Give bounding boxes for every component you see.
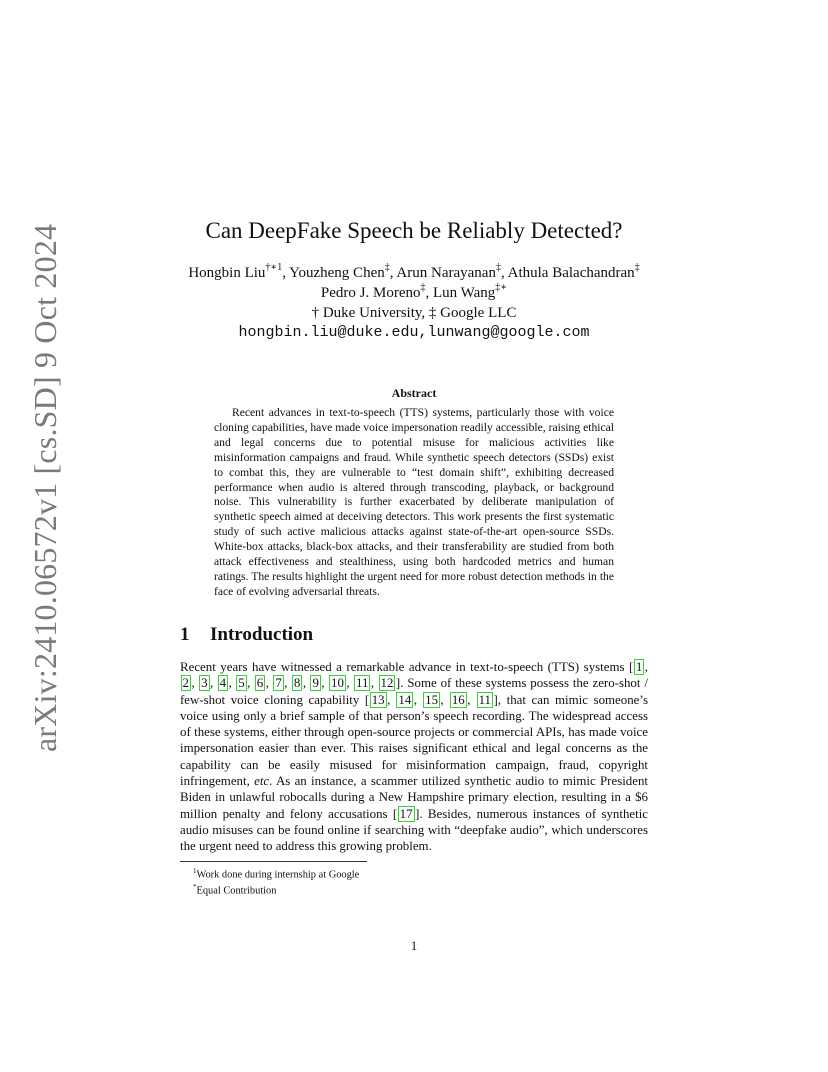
footnote-rule (180, 861, 367, 862)
author-name: , Youzheng Chen (282, 265, 385, 281)
citation-link[interactable]: 6 (256, 676, 264, 691)
intro-text: . As an instance, a scammer utilized synthetic audio to mimic President Biden in unlawful robocalls during a New Hampshire primary election, resulting in a $6 million penalty and felony accusations [ (180, 774, 648, 821)
author-name: , Arun Narayanan (389, 265, 496, 281)
citation-link[interactable]: 13 (371, 692, 385, 707)
affiliations: † Duke University, ‡ Google LLC (311, 305, 517, 321)
author-line-2 (0, 283, 828, 303)
intro-emphasis: etc (254, 774, 270, 789)
author-mark: †∗1 (265, 262, 283, 273)
page-number: 1 (410, 938, 418, 953)
author-mark: ‡∗ (495, 282, 508, 293)
section-title: Introduction (210, 624, 314, 645)
citation-link[interactable]: 11 (356, 676, 369, 691)
citation-link[interactable]: 9 (312, 676, 319, 691)
author-mark: ‡ (384, 262, 390, 273)
author-emails: hongbin.liu@duke.edu,lunwang@google.com (238, 324, 590, 341)
author-mark: ‡ (420, 282, 426, 293)
author-name: , Athula Balachandran (500, 265, 635, 281)
citation-group-2: 13 , 14 , 15 , 16 , 11 (371, 692, 491, 707)
citation-link[interactable]: 7 (275, 676, 282, 691)
intro-text: ]. Besides, numerous instances of synthetic audio misuses can be found online if searching with “deepfake audio”, which underscores the urgent need to address this growing problem. (180, 806, 648, 854)
citation-link[interactable]: 16 (451, 692, 465, 707)
arxiv-identifier-stamp: arXiv:2410.06572v1 [cs.SD] 9 Oct 2024 (27, 223, 63, 752)
author-name: Hongbin Liu (188, 265, 266, 281)
footnote-text: Work done during internship at Google (196, 869, 360, 881)
footnote-text: Equal Contribution (196, 885, 277, 897)
author-mark: ‡ (634, 262, 640, 273)
citation-link[interactable]: 15 (425, 692, 439, 707)
citation-link[interactable]: 17 (399, 806, 413, 821)
footnote-mark: * (193, 883, 197, 892)
citation-link[interactable]: 4 (219, 676, 227, 691)
author-block (0, 263, 828, 343)
citation-link[interactable]: 10 (331, 676, 344, 691)
citation-link[interactable]: 1 (635, 660, 643, 674)
citation-link[interactable]: 3 (201, 676, 208, 691)
citation-link[interactable]: 12 (380, 676, 394, 691)
author-line-1 (0, 263, 828, 283)
intro-text: Recent years have witnessed a remarkable advance in text-to-speech (TTS) systems [ (180, 660, 634, 674)
citation-link[interactable]: 8 (293, 676, 301, 691)
citation-link[interactable]: 5 (238, 676, 245, 691)
section-heading (180, 624, 313, 646)
citation-link[interactable]: 2 (182, 676, 189, 691)
introduction-paragraph (180, 659, 648, 855)
citation-link[interactable]: 14 (398, 692, 412, 707)
intro-text: ]. Some of these systems possess the zero-shot / few-shot voice cloning capability [ (180, 676, 648, 707)
author-mark: ‡ (495, 262, 501, 273)
footnote-1 (193, 865, 359, 881)
paper-title: Can DeepFake Speech be Reliably Detected? (205, 218, 623, 243)
citation-group-1: 1 , 2 , 3 , 4 , 5 , 6 , 7 , 8 , 9 , 10 , 11 , 12 (182, 660, 648, 691)
abstract-paragraph: Recent advances in text-to-speech (TTS) systems, particularly those with voice cloning capabilities, have made voice impersonation readily accessible, raising ethical and legal concerns due to potential misuse for malicious activities like misinformation campaigns and fraud. While synthetic speech detectors (SSDs) exist to combat this, they are vulnerable to “test domain shift”, exhibiting decreased performance when audio is altered through transcoding, playback, or background noise. This vulnerability is further exacerbated by deliberate manipulation of synthetic speech aimed at deceiving detectors. This work presents the first systematic study of such active malicious attacks against state-of-the-art open-source SSDs. White-box attacks, black-box attacks, and their transferability are studied from both attack effectiveness and stealthiness, using both hardcoded metrics and human ratings. The results highlight the urgent need for more robust detection methods in the face of evolving adversarial threats. (214, 406, 614, 598)
intro-text: ], that can mimic someone’s voice using only a brief sample of that person’s speech recording. The widespread access of these systems, either through open-source projects or commercial APIs, has made voice impersonation easier than ever. This raises significant ethical and legal concerns as the capability can be easily misused for misinformation campaign, fraud, copyright infringement, (180, 692, 648, 789)
abstract-heading: Abstract (391, 386, 437, 400)
footnotes (193, 865, 359, 898)
author-name: , Lun Wang (425, 285, 496, 301)
introduction-body (180, 659, 648, 855)
footnote-mark: 1 (193, 867, 197, 875)
abstract-body (214, 406, 614, 600)
section-number: 1 (180, 624, 190, 645)
author-name: Pedro J. Moreno (320, 285, 421, 301)
citation-link[interactable]: 11 (478, 692, 491, 707)
footnote-2 (193, 881, 359, 897)
